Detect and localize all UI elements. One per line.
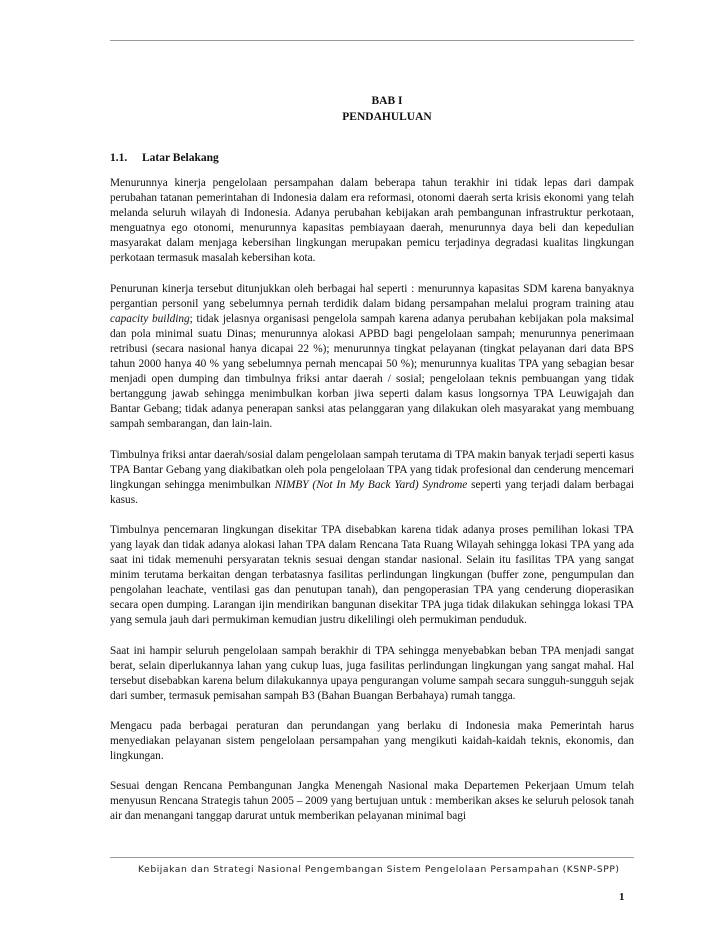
paragraph-3-italic-term: NIMBY (Not In My Back Yard) Syndrome (274, 478, 468, 491)
paragraph-2-part-2: ; tidak jelasnya organisasi pengelola sampah karena adanya perubahan kebijakan pola maksimal dan pola minimal suatu Dinas; menurunnya alokasi APBD bagi pengelolaan sampah; menurunnya penerimaan retribusi (secara nasional hanya dicapai 22 %); menurunnya tingkat pelayanan (tingkat pelayanan dari data BPS tahun 2000 hanya 40 % yang sebelumnya pernah mencapai 50 %); menurunnya kualitas TPA yang sebagian besar menjadi open dumping dan timbulnya friksi antar daerah / sosial; pengelolaan teknis pembuangan yang tidak bertanggung jawab sehingga menimbulkan korban jiwa seperti dalam kasus longsornya TPA Leuwigajah dan Bantar Gebang; tidak adanya penerapan sanksi atas pelanggaran yang dilakukan oleh masyarakat yang membuang sampah sembarangan, dan lain-lain. (110, 312, 634, 431)
chapter-number: BAB I (371, 95, 403, 107)
paragraph-4: Timbulnya pencemaran lingkungan disekitar TPA disebabkan karena tidak adanya proses pemilihan lokasi TPA yang layak dan tidak adanya alokasi lahan TPA dalam Rencana Tata Ruang Wilayah sehingga lokasi TPA yang ada saat ini tidak memenuhi persyaratan teknis sesuai dengan standar nasional. Selain itu fasilitas TPA yang sangat minim terutama berkaitan dengan terbatasnya fasilitas perlindungan lingkungan (buffer zone, pengumpulan dan pengolahan leachate, ventilasi gas dan penutupan tanah), dan pengoperasian TPA yang cenderung dioperasikan secara open dumping. Larangan ijin mendirikan bangunan disekitar TPA juga tidak dilakukan sehingga lokasi TPA yang semula jauh dari permukiman kemudian justru dikelilingi oleh permukiman penduduk. (110, 523, 634, 627)
paragraph-1: Menurunnya kinerja pengelolaan persampahan dalam beberapa tahun terakhir ini tidak lepas dari dampak perubahan tatanan pemerintahan di Indonesia dalam era reformasi, otonomi daerah serta krisis ekonomi yang telah melanda seluruh wilayah di Indonesia. Adanya perubahan kebijakan arah pembangunan infrastruktur perkotaan, menguatnya ego otonomi, menurunnya kapasitas pembiayaan daerah, menurunnya daya beli dan kepedulian masyarakat dalam menjaga kebersihan lingkungan merupakan pemicu terjadinya degradasi kualitas lingkungan perkotaan termasuk masalah kebersihan kota. (110, 177, 634, 265)
body-text (110, 176, 634, 839)
paragraph-3 (110, 448, 634, 508)
paragraph-2 (110, 282, 634, 433)
section-number: 1.1. (110, 152, 128, 164)
header-rule (110, 40, 634, 41)
paragraph-3-part-2: seperti yang terjadi dalam berbagai kasus. (110, 478, 634, 506)
chapter-title: PENDAHULUAN (342, 111, 432, 123)
page-number: 1 (619, 891, 625, 903)
paragraph-2-italic-term: capacity building (110, 312, 190, 325)
paragraph-6: Mengacu pada berbagai peraturan dan perundangan yang berlaku di Indonesia maka Pemerintah harus menyediakan pelayanan sistem pengelolaan persampahan yang mengikuti kaidah-kaidah teknis, ekonomis, dan lingkungan. (110, 719, 634, 763)
section-title: Latar Belakang (142, 152, 219, 164)
footer-text: Kebijakan dan Strategi Nasional Pengembangan Sistem Pengelolaan Persampahan (KSNP-SPP) (138, 864, 620, 875)
section-heading (110, 151, 219, 165)
chapter-heading (110, 93, 634, 125)
paragraph-5: Saat ini hampir seluruh pengelolaan sampah berakhir di TPA sehingga menyebabkan beban TPA menjadi sangat berat, selain diperlukannya lahan yang cukup luas, juga fasilitas perlindungan lingkungan yang sangat mahal. Hal tersebut disebabkan karena belum dilakukannya upaya pengurangan volume sampah secara sungguh-sungguh sejak dari sumber, termasuk pemisahan sampah B3 (Bahan Buangan Berbahaya) rumah tangga. (110, 644, 634, 702)
paragraph-7: Sesuai dengan Rencana Pembangunan Jangka Menengah Nasional maka Departemen Pekerjaan Umum telah menyusun Rencana Strategis tahun 2005 – 2009 yang bertujuan untuk : memberikan akses ke seluruh pelosok tanah air dan menangani tanggap darurat untuk memberikan pelayanan minimal bagi (110, 780, 634, 823)
paragraph-2-part-1: Penurunan kinerja tersebut ditunjukkan oleh berbagai hal seperti : menurunnya kapasitas SDM karena banyaknya pergantian personil yang sebelumnya pernah terdidik dalam bidang persampahan melalui program training atau (110, 282, 634, 310)
paragraph-3-part-1: Timbulnya friksi antar daerah/sosial dalam pengelolaan sampah terutama di TPA makin banyak terjadi seperti kasus TPA Bantar Gebang yang diakibatkan oleh pola pengelolaan TPA yang tidak profesional dan cenderung mencemari lingkungan sehingga menimbulkan (110, 448, 634, 491)
footer-rule (110, 857, 634, 858)
